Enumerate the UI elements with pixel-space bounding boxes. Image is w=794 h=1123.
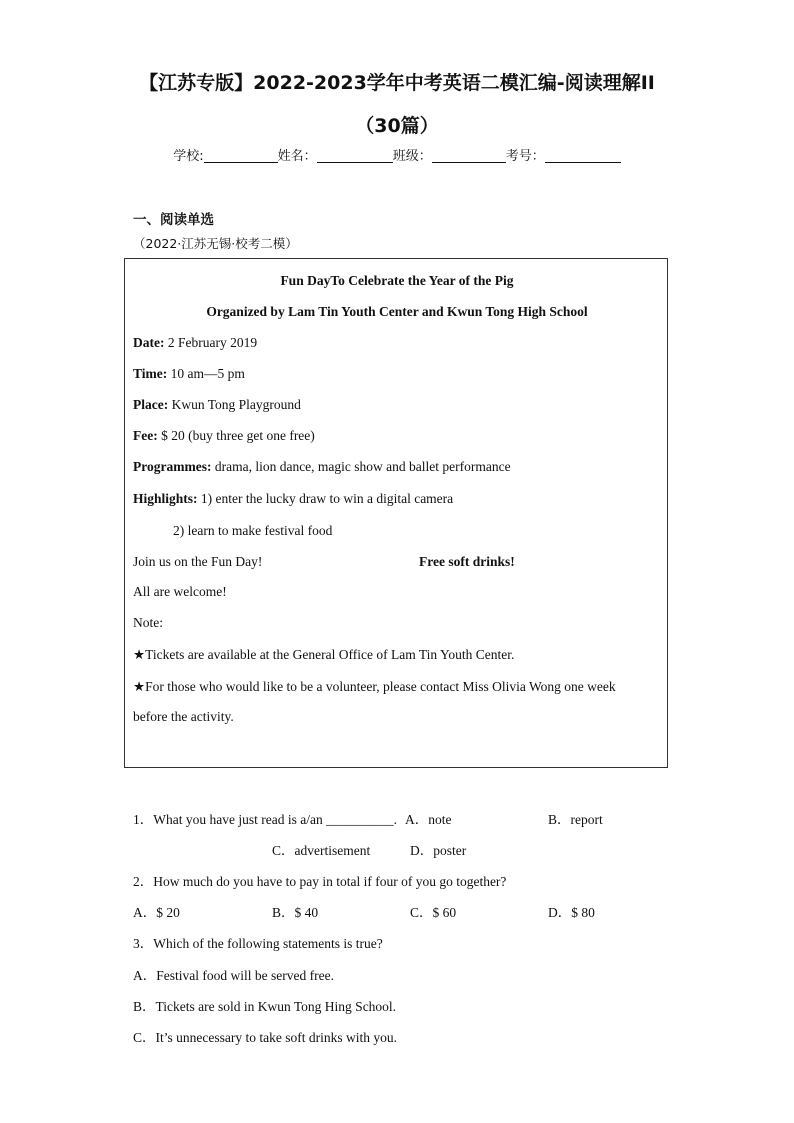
highlights-line bbox=[133, 491, 453, 507]
join-text: Join us on the Fun Day! bbox=[133, 554, 263, 569]
question-3-option-b[interactable]: B．Tickets are sold in Kwun Tong Hing School. bbox=[133, 999, 397, 1014]
name-label: 姓名： bbox=[277, 149, 317, 164]
place-label: Place: bbox=[133, 397, 169, 412]
number-blank[interactable] bbox=[545, 148, 621, 163]
question-2-option-d[interactable]: D．$ 80 bbox=[548, 905, 595, 920]
time-value: 10 am—5 pm bbox=[167, 366, 245, 381]
section-heading: 一、阅读单选 bbox=[133, 212, 214, 228]
question-3-stem: 3．Which of the following statements is true? bbox=[133, 936, 383, 951]
question-2-option-c[interactable]: C．$ 60 bbox=[410, 905, 457, 920]
question-2-option-b[interactable]: B．$ 40 bbox=[272, 905, 319, 920]
note-label: Note: bbox=[133, 615, 163, 630]
question-1-option-a[interactable]: A．note bbox=[405, 812, 452, 827]
question-2-option-a[interactable]: A．$ 20 bbox=[133, 905, 180, 920]
class-label: 班级： bbox=[392, 149, 432, 164]
welcome-text: All are welcome! bbox=[133, 584, 227, 599]
document-title-line-2: （30篇） bbox=[355, 115, 439, 137]
date-line bbox=[133, 335, 257, 351]
question-1-stem: 1．What you have just read is a/an __________. bbox=[133, 812, 397, 827]
note-2-line-1: ★For those who would like to be a volunteer, please contact Miss Olivia Wong one week bbox=[133, 679, 616, 694]
fee-value: $ 20 (buy three get one free) bbox=[157, 428, 315, 443]
highlight-2: 2) learn to make festival food bbox=[173, 523, 333, 538]
date-value: 2 February 2019 bbox=[164, 335, 258, 350]
question-2-stem: 2．How much do you have to pay in total if four of you go together? bbox=[133, 874, 507, 889]
question-source: （2022·江苏无锡·校考二模） bbox=[133, 236, 298, 251]
document-title-line-1: 【江苏专版】2022-2023学年中考英语二模汇编-阅读理解II bbox=[139, 72, 655, 94]
question-3-option-a[interactable]: A．Festival food will be served free. bbox=[133, 968, 334, 983]
passage-box bbox=[124, 258, 668, 768]
question-1-option-b[interactable]: B．report bbox=[548, 812, 603, 827]
fee-line bbox=[133, 428, 315, 444]
name-blank[interactable] bbox=[317, 148, 393, 163]
programmes-value: drama, lion dance, magic show and ballet performance bbox=[211, 459, 511, 474]
time-label: Time: bbox=[133, 366, 168, 381]
passage-title: Fun DayTo Celebrate the Year of the Pig bbox=[280, 273, 514, 288]
school-label: 学校: bbox=[173, 149, 204, 164]
free-drinks-text: Free soft drinks! bbox=[419, 554, 515, 569]
passage-organizer: Organized by Lam Tin Youth Center and Kwun Tong High School bbox=[206, 304, 588, 319]
student-info-line bbox=[0, 145, 794, 164]
highlight-1: 1) enter the lucky draw to win a digital camera bbox=[197, 491, 454, 506]
place-value: Kwun Tong Playground bbox=[168, 397, 301, 412]
place-line bbox=[133, 397, 301, 413]
class-blank[interactable] bbox=[432, 148, 506, 163]
programmes-label: Programmes: bbox=[133, 459, 212, 474]
note-2-line-2: before the activity. bbox=[133, 709, 234, 724]
number-label: 考号： bbox=[505, 149, 545, 164]
note-1: ★Tickets are available at the General Office of Lam Tin Youth Center. bbox=[133, 647, 515, 662]
highlights-label: Highlights: bbox=[133, 491, 198, 506]
fee-label: Fee: bbox=[133, 428, 158, 443]
date-label: Date: bbox=[133, 335, 165, 350]
question-1-option-c[interactable]: C．advertisement bbox=[272, 843, 371, 858]
school-blank[interactable] bbox=[204, 148, 278, 163]
question-1-option-d[interactable]: D．poster bbox=[410, 843, 467, 858]
time-line bbox=[133, 366, 245, 382]
programmes-line bbox=[133, 459, 511, 475]
question-3-option-c[interactable]: C．It’s unnecessary to take soft drinks with you. bbox=[133, 1030, 397, 1045]
